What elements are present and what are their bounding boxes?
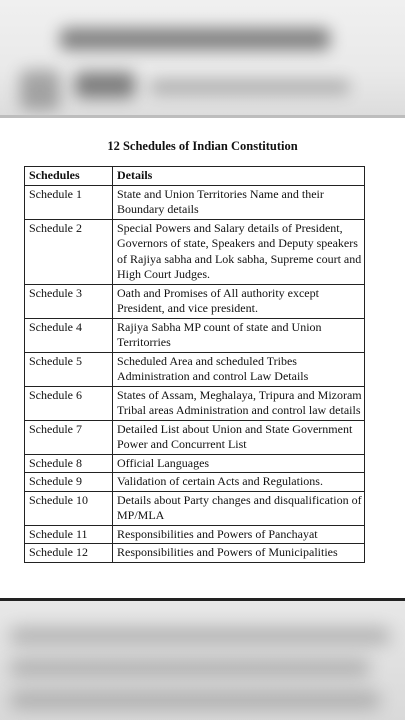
schedule-cell: Schedule 10 <box>25 491 113 525</box>
schedule-cell: Schedule 11 <box>25 525 113 544</box>
details-cell: Responsibilities and Powers of Municipalities <box>113 544 365 563</box>
schedule-cell: Schedule 8 <box>25 454 113 473</box>
table-row <box>25 544 365 563</box>
schedule-cell: Schedule 7 <box>25 420 113 454</box>
document-page <box>0 121 405 598</box>
schedules-table <box>24 166 365 563</box>
schedule-cell: Schedule 6 <box>25 386 113 420</box>
page-title: 12 Schedules of Indian Constitution <box>107 139 298 153</box>
schedule-cell: Schedule 1 <box>25 185 113 219</box>
details-cell: Rajiya Sabha MP count of state and Union Territorries <box>113 318 365 352</box>
table-row <box>25 219 365 284</box>
table-row <box>25 386 365 420</box>
table-row <box>25 473 365 492</box>
details-cell: Oath and Promises of All authority except President, and vice president. <box>113 284 365 318</box>
details-cell: Details about Party changes and disqualification of MP/MLA <box>113 491 365 525</box>
table-row <box>25 284 365 318</box>
schedule-cell: Schedule 4 <box>25 318 113 352</box>
schedule-cell: Schedule 12 <box>25 544 113 563</box>
schedule-cell: Schedule 3 <box>25 284 113 318</box>
details-cell: Validation of certain Acts and Regulations. <box>113 473 365 492</box>
details-cell: Detailed List about Union and State Government Power and Concurrent List <box>113 420 365 454</box>
column-header-details: Details <box>113 167 365 186</box>
blurred-top-background <box>0 0 405 118</box>
details-cell: Official Languages <box>113 454 365 473</box>
table-row <box>25 525 365 544</box>
table-row <box>25 491 365 525</box>
table-row <box>25 454 365 473</box>
details-cell: Scheduled Area and scheduled Tribes Administration and control Law Details <box>113 352 365 386</box>
table-row <box>25 352 365 386</box>
table-row <box>25 420 365 454</box>
schedule-cell: Schedule 5 <box>25 352 113 386</box>
schedule-cell: Schedule 2 <box>25 219 113 284</box>
details-cell: State and Union Territories Name and their Boundary details <box>113 185 365 219</box>
table-row <box>25 318 365 352</box>
schedule-cell: Schedule 9 <box>25 473 113 492</box>
details-cell: Responsibilities and Powers of Panchayat <box>113 525 365 544</box>
blurred-bottom-background <box>0 598 405 720</box>
details-cell: States of Assam, Meghalaya, Tripura and Mizoram Tribal areas Administration and control law details <box>113 386 365 420</box>
details-cell: Special Powers and Salary details of President, Governors of state, Speakers and Deputy speakers of Rajiya sabha and Lok sabha, Supreme court and High Court Judges. <box>113 219 365 284</box>
column-header-schedules: Schedules <box>25 167 113 186</box>
table-header-row <box>25 167 365 186</box>
table-row <box>25 185 365 219</box>
